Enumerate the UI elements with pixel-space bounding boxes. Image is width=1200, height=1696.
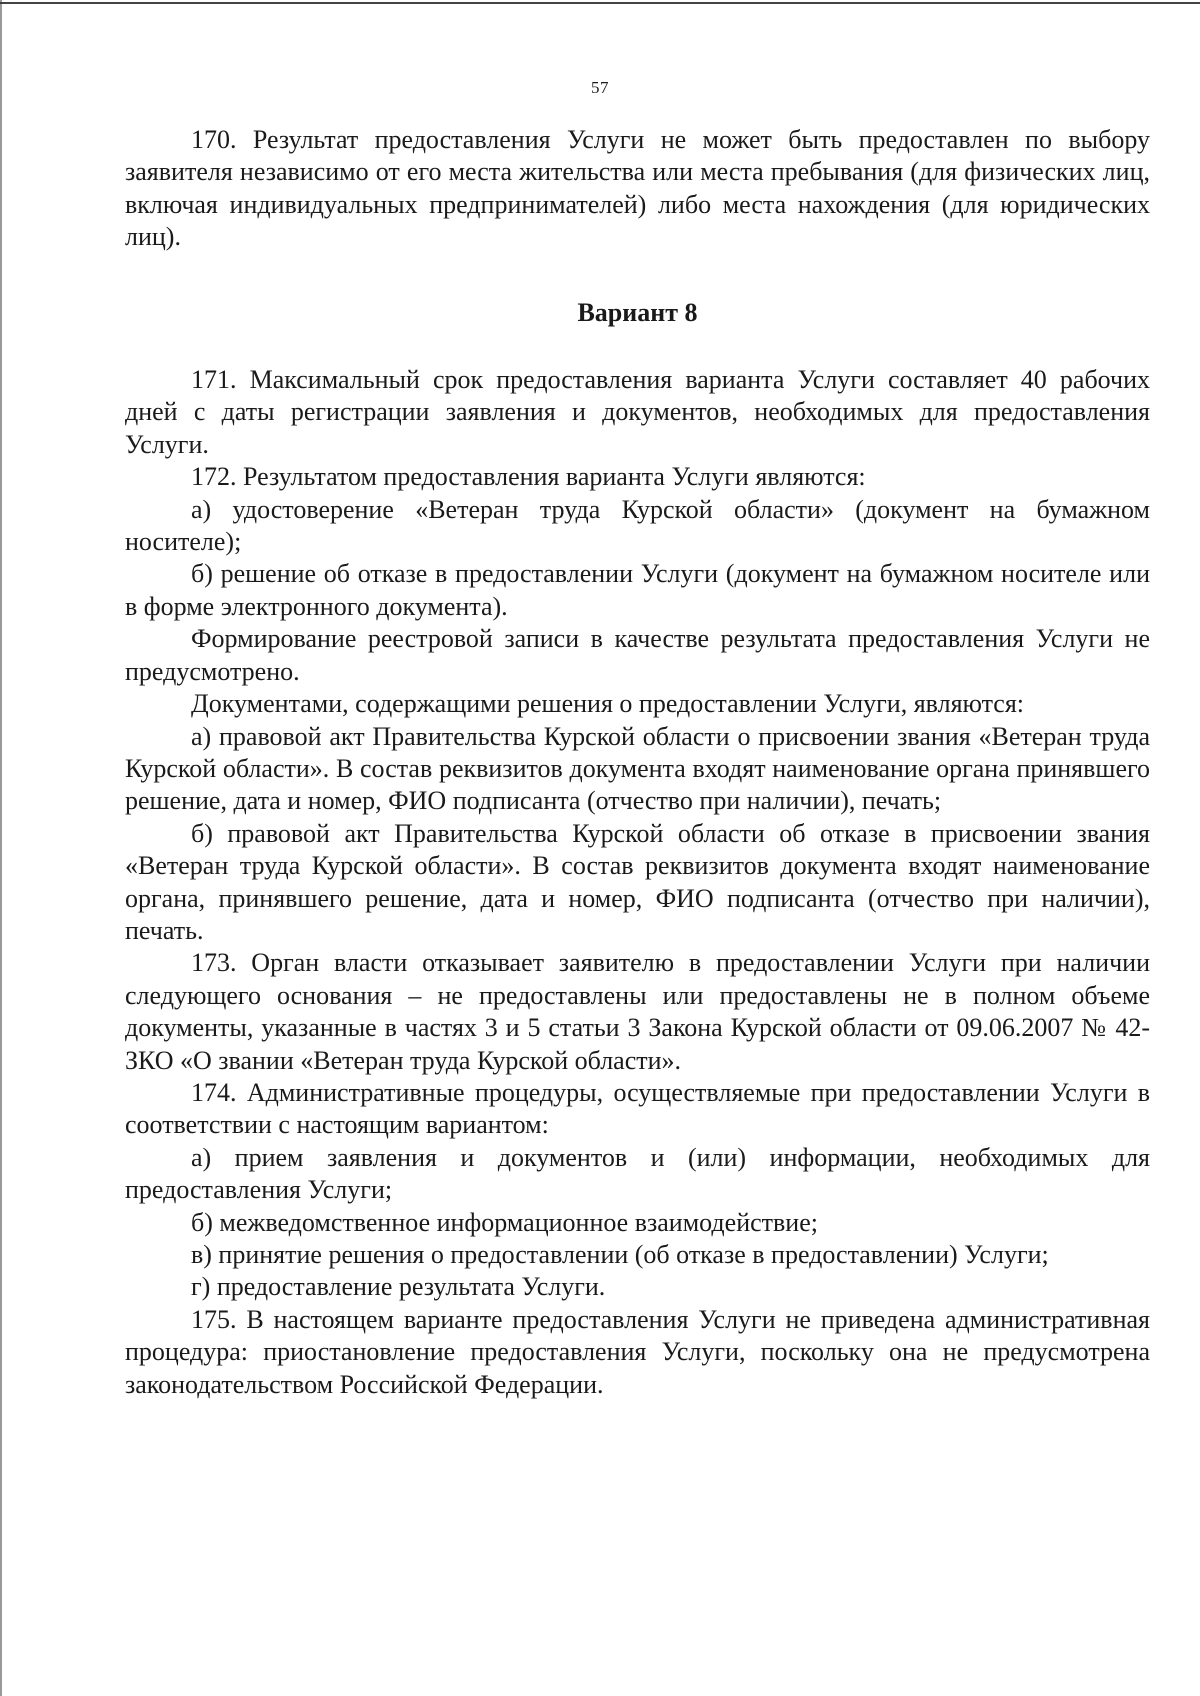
paragraph-174-v: в) принятие решения о предоставлении (об отказе в предоставлении) Услуги; [191, 1240, 1049, 1269]
paragraph-172-a: а) удостоверение «Ветеран труда Курской области» (документ на бумажном носителе); [125, 494, 1150, 557]
paragraph-171: 171. Максимальный срок предоставления варианта Услуги составляет 40 рабочих дней с даты регистрации заявления и документов, необходимых для предоставления Услуги. [125, 365, 1150, 459]
scan-top-edge [0, 2, 1200, 4]
paragraph-173: 173. Орган власти отказывает заявителю в предоставлении Услуги при наличии следующего основания – не предоставлены или предоставлены не в полном объеме документы, указанные в частях 3 и 5 статьи 3 Закона Курской области от 09.06.2007 № 42-ЗКО «О звании «Ветеран труда Курской области». [125, 948, 1150, 1075]
paragraph-174-a: а) прием заявления и документов и (или) информации, необходимых для предоставления Услуги; [125, 1142, 1150, 1205]
paragraph-175: 175. В настоящем варианте предоставления Услуги не приведена административная процедура: приостановление предоставления Услуги, поскольку она не предусмотрена законодательством Российской Федерации. [125, 1304, 1150, 1399]
paragraph-174: 174. Административные процедуры, осуществляемые при предоставлении Услуги в соответствии с настоящим вариантом: [125, 1077, 1150, 1140]
paragraph-documents-b: б) правовой акт Правительства Курской области об отказе в присвоении звания «Ветеран труда Курской области». В состав реквизитов документа входят наименование органа, принявшего решение, дата и номер, ФИО подписанта (отчество при наличии), печать. [125, 818, 1150, 945]
paragraph-registry-note: Формирование реестровой записи в качестве результата предоставления Услуги не предусмотрено. [125, 624, 1150, 686]
page-number: 57 [591, 78, 609, 97]
paragraph-172: 172. Результатом предоставления варианта Услуги являются: [191, 462, 866, 492]
paragraph-172-b: б) решение об отказе в предоставлении Услуги (документ на бумажном носителе или в форме электронного документа). [125, 559, 1150, 621]
section-heading: Вариант 8 [577, 297, 698, 327]
document-body [125, 124, 1150, 1401]
paragraph-174-g: г) предоставление результата Услуги. [191, 1272, 606, 1302]
paragraph-documents-intro: Документами, содержащими решения о предоставлении Услуги, являются: [191, 689, 1025, 719]
paragraph-174-b: б) межведомственное информационное взаимодействие; [191, 1207, 818, 1237]
scan-left-edge [0, 0, 2, 1696]
paragraph-documents-a: а) правовой акт Правительства Курской области о присвоении звания «Ветеран труда Курской области». В состав реквизитов документа входят наименование органа принявшего решение, дата и номер, ФИО подписанта (отчество при наличии), печать; [125, 721, 1150, 816]
paragraph-170: 170. Результат предоставления Услуги не может быть предоставлен по выбору заявителя независимо от его места жительства или места пребывания (для физических лиц, включая индивидуальных предпринимателей) либо места нахождения (для юридических лиц). [125, 125, 1150, 252]
